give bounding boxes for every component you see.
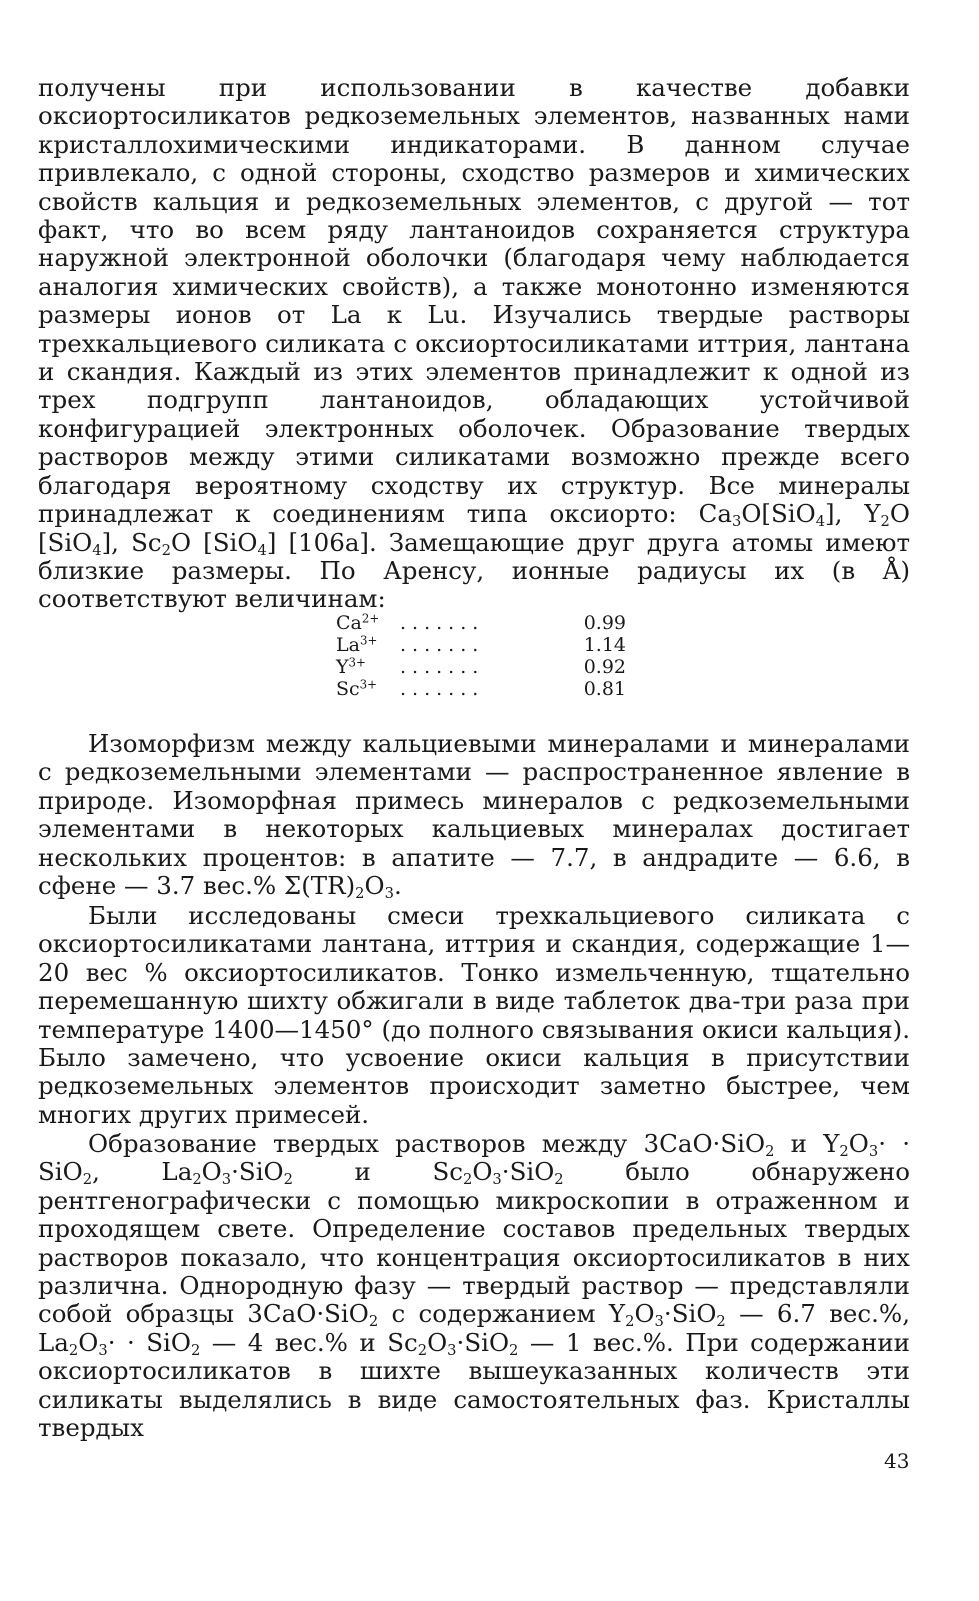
ion-radius-value: 0.92	[583, 656, 626, 678]
paragraph-2: Изоморфизм между кальциевыми минералами и минералами с редкоземельными элементами — распространенное явление в природе. Изоморфная примесь минералов с редкоземельными элементами в некоторых кальциевых минералах достигает нескольких процентов: в апатите — 7.7, в андрадите — 6.6, в сфене — 3.7 вес.% $\Sigma(TR)_2O_3$.	[38, 729, 910, 903]
ion-radius-value: 0.81	[583, 678, 626, 700]
ion-radius-value: 0.99	[583, 612, 626, 634]
ion-row	[336, 678, 626, 700]
leader-dots: .......	[400, 612, 485, 634]
ion-row	[336, 656, 626, 678]
ionic-radii-table	[336, 612, 626, 700]
ion-symbol: $Y^{3+}$	[336, 655, 366, 678]
ion-symbol: $Ca^{2+}$	[336, 611, 380, 634]
paragraph-3: Были исследованы смеси трехкальциевого силиката с оксиортосиликатами лантана, иттрия и скандия, содержащие 1—20 вес % оксиортосиликатов. Тонко измельченную, тщательно перемешанную шихту обжигали в виде таблеток два-три раза при температуре 1400—1450° (до полного связывания окиси кальция). Было замечено, что усвоение окиси кальция в присутствии редкоземельных элементов происходит заметно быстрее, чем многих других примесей.	[38, 901, 910, 1129]
leader-dots: .......	[400, 656, 485, 678]
page-number: 43	[884, 1449, 910, 1473]
ion-row	[336, 634, 626, 656]
paragraph-1: получены при использовании в качестве добавки оксиортосиликатов редкоземельных элементов, названных нами кристаллохимическими индикаторами. В данном случае привлекало, с одной стороны, сходство размеров и химических свойств кальция и редкоземельных элементов, с другой — тот факт, что во всем ряду лантаноидов сохраняется структура наружной электронной оболочки (благодаря чему наблюдается аналогия химических свойств), а также монотонно изменяются размеры ионов от La к Lu. Изучались твердые растворы трехкальциевого силиката с оксиортосиликатами иттрия, лантана и скандия. Каждый из этих элементов принадлежит к одной из трех подгрупп лантаноидов, обладающих устойчивой конфигурацией электронных оболочек. Образование твердых растворов между этими силикатами возможно прежде всего благодаря вероятному сходству их структур. Все минералы принадлежат к соединениям типа оксиорто: $Ca_3O[SiO_4]$, $Y_2O$ [SiO$_4$], $Sc_2O$ [SiO$_4$] [106a]. Замещающие друг друга атомы имеют близкие размеры. По Аренсу, ионные радиусы их (в Å) соответствуют величинам:	[38, 73, 911, 614]
ion-symbol: $Sc^{3+}$	[336, 677, 378, 700]
ion-symbol: $La^{3+}$	[336, 633, 378, 656]
leader-dots: .......	[400, 634, 485, 656]
leader-dots: .......	[400, 678, 485, 700]
ion-row	[336, 612, 626, 634]
paragraph-4: Образование твердых растворов между 3CaO·SiO$_2$ и $Y_2O_3\cdot \cdot SiO_2$, $La_2O_3\cdot SiO_2$ и $Sc_2O_3\cdot SiO_2$ было обнаружено рентгенографически с помощью микроскопии в отраженном и проходящем свете. Определение составов предельных твердых растворов показало, что концентрация оксиортосиликатов в них различна. Однородную фазу — твердый раствор — представляли собой образцы 3CaO·SiO$_2$ с содержанием $Y_2O_3\cdot SiO_2$ — 6.7 вес.%, $La_2O_3\cdot \cdot SiO_2$ — 4 вес.% и $Sc_2O_3\cdot SiO_2$ — 1 вес.%. При содержании оксиортосиликатов в шихте вышеуказанных количеств эти силикаты выделялись в виде самостоятельных фаз. Кристаллы твердых	[38, 1129, 910, 1443]
ion-radius-value: 1.14	[583, 634, 626, 656]
